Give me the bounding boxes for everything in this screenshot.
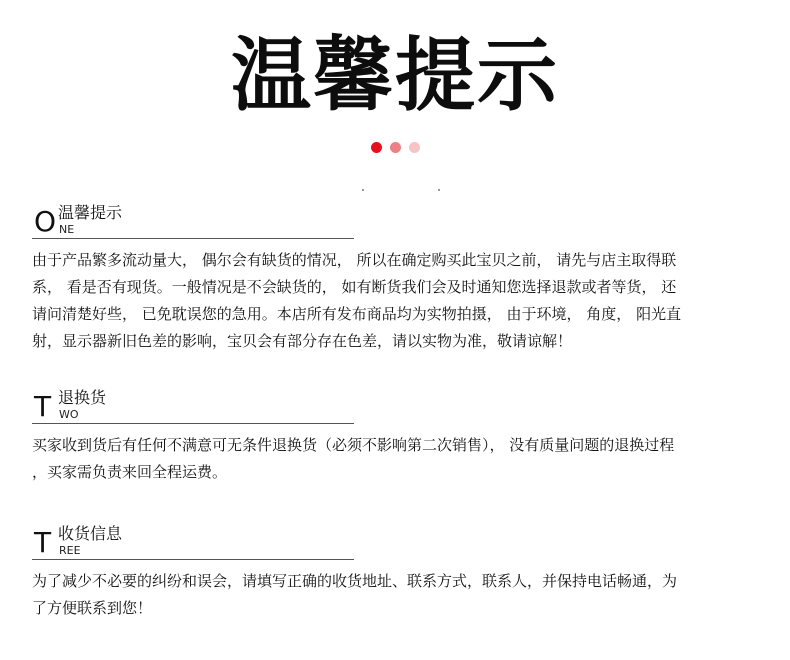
speck-mark xyxy=(362,189,364,191)
body-line: 请问清楚好些， 已免耽误您的急用。本店所有发布商品均为实物拍摄， 由于环境， 角度， 阳光直 xyxy=(32,305,682,323)
section-body xyxy=(32,568,762,622)
section-divider xyxy=(32,559,354,560)
decorative-dots xyxy=(0,142,790,153)
section-body xyxy=(32,432,762,486)
body-line: 了方便联系到您！ xyxy=(32,599,153,617)
section-divider xyxy=(32,238,354,239)
section-header xyxy=(32,203,762,237)
section-header xyxy=(32,524,762,558)
section-header xyxy=(32,388,762,422)
body-line: ，买家需负责来回全程运费。 xyxy=(32,463,228,481)
section-title: 退换货 xyxy=(58,388,107,407)
section-initial: O xyxy=(34,205,57,238)
section-body xyxy=(32,247,762,355)
section-title: 收货信息 xyxy=(58,524,123,543)
section-subtitle: NE xyxy=(59,223,75,236)
body-line: 系， 看是否有现货。一般情况是不会缺货的， 如有断货我们会及时通知您选择退款或者等货， 还 xyxy=(32,278,677,296)
page-title: 温馨提示 xyxy=(231,29,559,122)
section-subtitle: WO xyxy=(59,408,79,421)
section-notice xyxy=(32,203,762,355)
section-subtitle: REE xyxy=(59,544,81,557)
body-line: 由于产品繁多流动量大， 偶尔会有缺货的情况， 所以在确定购买此宝贝之前， 请先与店主取得联 xyxy=(32,251,677,269)
speck-mark xyxy=(438,189,440,191)
body-line: 射，显示器新旧色差的影响，宝贝会有部分存在色差，请以实物为准，敬请谅解！ xyxy=(32,332,573,350)
section-divider xyxy=(32,423,354,424)
section-initial: T xyxy=(34,390,52,423)
section-shipping-info xyxy=(32,524,762,622)
section-initial: T xyxy=(34,526,52,559)
body-line: 买家收到货后有任何不满意可无条件退换货（必须不影响第二次销售）， 没有质量问题的退换过程 xyxy=(32,436,675,454)
red-dot-icon xyxy=(371,142,382,153)
section-title: 温馨提示 xyxy=(58,203,123,222)
pink-dot-icon xyxy=(390,142,401,153)
light-pink-dot-icon xyxy=(409,142,420,153)
body-line: 为了减少不必要的纠纷和误会，请填写正确的收货地址、联系方式，联系人，并保持电话畅通，为 xyxy=(32,572,678,590)
section-returns xyxy=(32,388,762,486)
